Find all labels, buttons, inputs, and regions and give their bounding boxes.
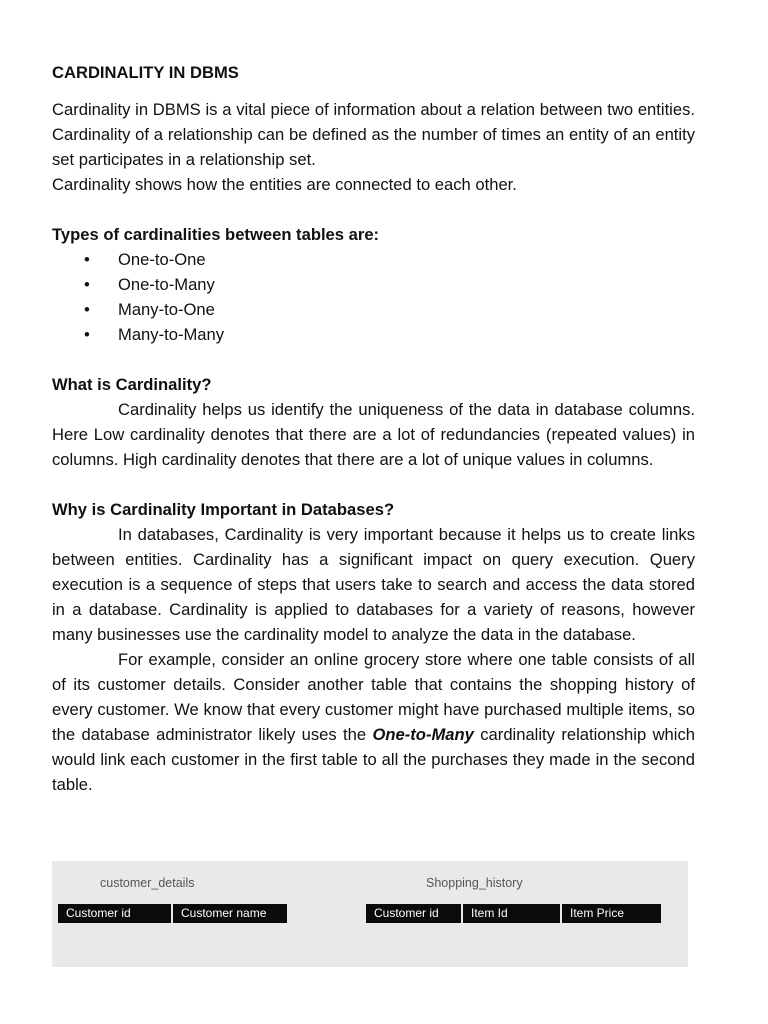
shopping-history-label: Shopping_history [426,876,523,890]
intro-paragraph-2: Cardinality shows how the entities are connected to each other. [52,175,517,194]
header-cell: Item Id [463,904,562,923]
list-item: • Many-to-Many [84,325,225,344]
document-body [52,60,695,797]
customer-details-header [58,904,287,923]
intro-paragraph: Cardinality in DBMS is a vital piece of information about a relation between two entities. Cardinality of a relationship can be defined as the number of times an entity of an entity set participates in a relationship set. [52,100,695,169]
what-paragraph: Cardinality helps us identify the uniqueness of the data in database columns. Here Low cardinality denotes that there are a lot of redundancies (repeated values) in columns. High cardinality denotes that there are a lot of unique values in columns. [52,400,695,469]
document-title: CARDINALITY IN DBMS [52,63,239,82]
emphasis-one-to-many: One-to-Many [372,725,474,744]
tables-figure [52,861,688,967]
customer-details-label: customer_details [100,876,195,890]
what-heading: What is Cardinality? [52,375,212,394]
header-cell: Customer id [366,904,463,923]
header-cell: Customer id [58,904,173,923]
types-list [52,247,695,347]
list-item: • Many-to-One [84,300,215,319]
why-paragraph-1: In databases, Cardinality is very important because it helps us to create links between entities. Cardinality has a significant impact on query execution. Query execution is a sequence of steps that users take to search and access the data stored in a database. Cardinality is applied to databases for a variety of reasons, however many businesses use the cardinality model to analyze the data in the database. [52,525,695,644]
why-heading: Why is Cardinality Important in Databases? [52,500,395,519]
header-cell: Customer name [181,906,267,920]
header-cell: Item Price [570,906,625,920]
shopping-history-header [366,904,661,923]
list-item: • One-to-One [84,250,206,269]
types-heading: Types of cardinalities between tables are: [52,225,380,244]
why-paragraph-2: For example, consider an online grocery store where one table consists of all of its customer details. Consider another table that contains the shopping history of every customer. We know that every customer might have purchased multiple items, so the database administrator likely uses the One-to-Many cardinality relationship which would link each customer in the first table to all the purchases they made in the second table. [52,650,695,794]
list-item: • One-to-Many [84,275,215,294]
